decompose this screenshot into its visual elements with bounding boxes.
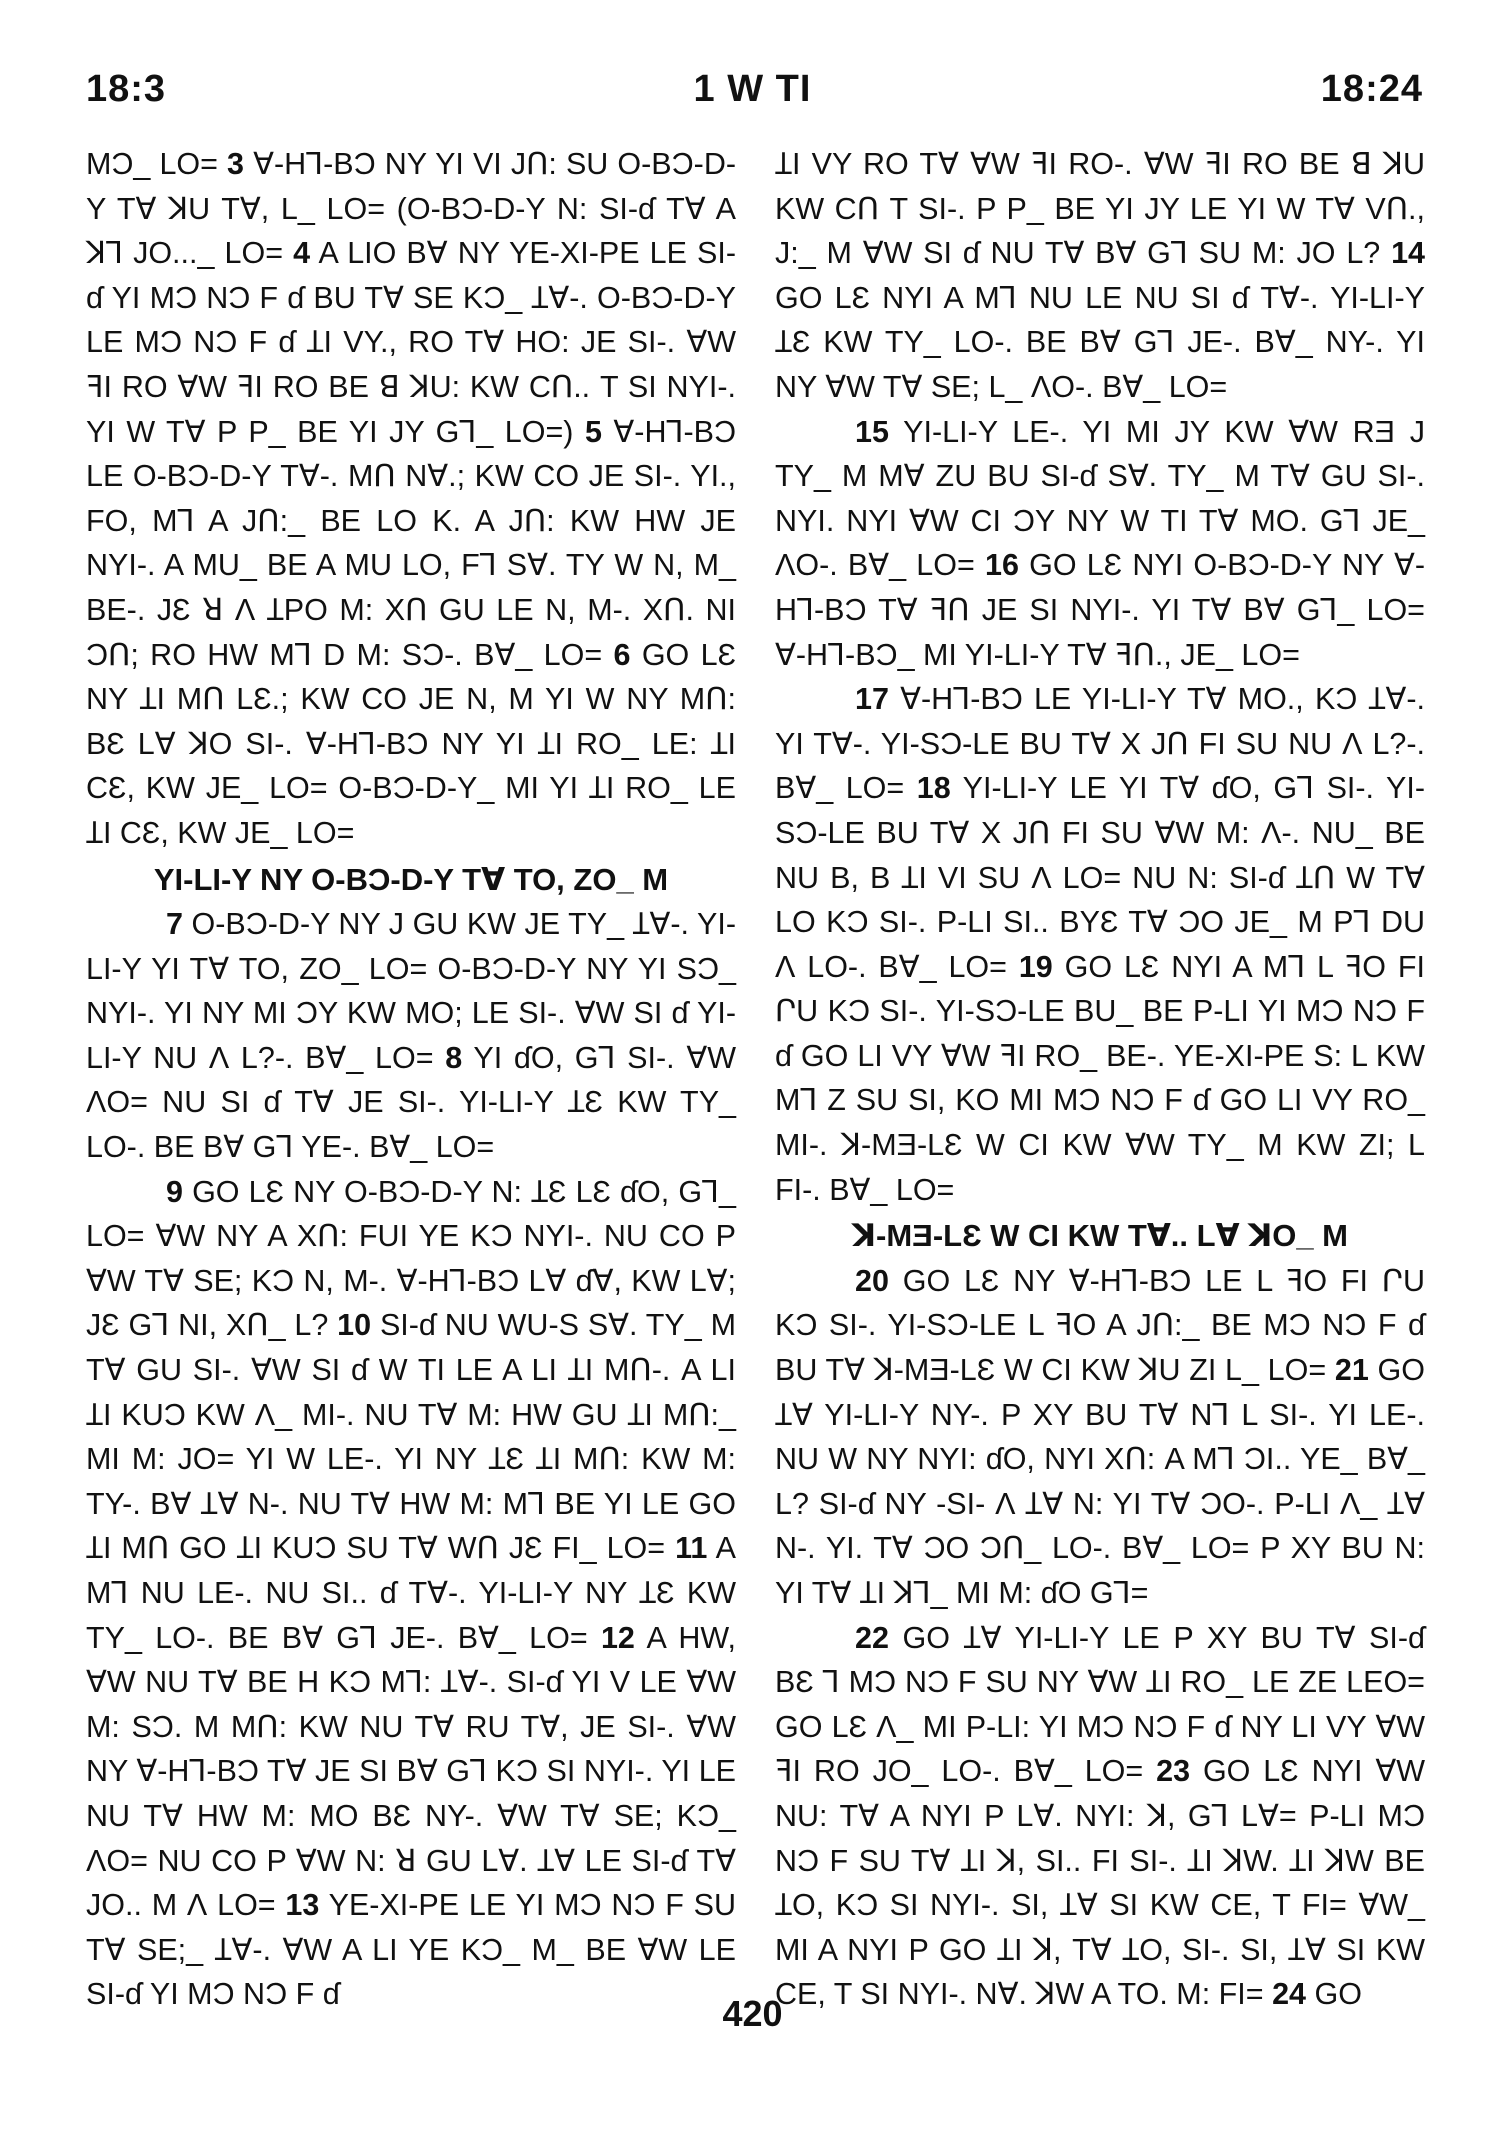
chapter-verse-start: 18:3	[86, 68, 167, 110]
paragraph: ꞱI VY RO TⱯ ⱯW ꟻI RO-. ⱯW ꟻI RO BE ꓭ ꓘU KW CՈ T SI-. P P_ BE YI JY LE YI W TⱯ VՈ., J:_ M ⱯW SI ɗ NU TⱯ BⱯ GꞀ SU M: JO L? 14 GO LƐ NYI A MꞀ NU LE NU SI ɗ TⱯ-. YI-LI-Y ꞱƐ KW TY_ LO-. BE BⱯ GꞀ JE-. BⱯ_ NY-. YI NY ⱯW TⱯ SE; L_ ɅO-. BⱯ_ LO=	[775, 147, 1425, 404]
verse-number: 13	[285, 1888, 320, 1923]
chapter-verse-end: 18:24	[1320, 68, 1423, 110]
left-column	[86, 142, 736, 2017]
verse-number: 9	[166, 1174, 183, 1209]
verse-number: 15	[855, 414, 889, 449]
verse-number: 10	[337, 1308, 372, 1343]
section-heading: YI-LI-Y NY O-BƆ-D-Y TⱯ TO, ZO_ M	[153, 861, 669, 897]
paragraph: 22 GO ꞱⱯ YI-LI-Y LE P XY BU TⱯ SI-ɗ BƐ Ꞁ MƆ NƆ F SU NY ⱯW ꞱI RO_ LE ZE LEO= GO LƐ Ʌ_ MI P-LI: YI MƆ NƆ F ɗ NY LI VY ⱯW ꟻI RO JO_ LO-. BⱯ_ LO= 23 GO LƐ NYI ⱯW NU: TⱯ A NYI P LⱯ. NYI: ꓘ, GꞀ LⱯ= P-LI MƆ NƆ F SU TⱯ ꞱI ꓘ, SI.. FI SI-. ꞱI ꓘW. ꞱI ꓘW BE ꞱO, KƆ SI NYI-. SI, ꞱⱯ SI KW CE, T FI= ⱯW_ MI A NYI P GO ꞱI ꓘ, TⱯ ꞱO, SI-. SI, ꞱⱯ SI KW CE, T SI NYI-. NⱯ. ꓘW A TO. M: FI= 24 GO	[775, 1620, 1425, 2012]
verse-number: 14	[1391, 236, 1425, 271]
verse-number: 23	[1156, 1754, 1191, 1789]
verse-number: 7	[166, 907, 183, 942]
paragraph: MƆ_ LO= 3 Ɐ-HꞀ-BƆ NY YI VI JՈ: SU O-BƆ-D-Y TⱯ ꓘU TⱯ, L_ LO= (O-BƆ-D-Y N: SI-ɗ TⱯ A ꓘꞀ JO..._ LO= 4 A LIO BⱯ NY YE-XI-PE LE SI-ɗ YI MƆ NƆ F ɗ BU TⱯ SE KƆ_ ꞱⱯ-. O-BƆ-D-Y LE MƆ NƆ F ɗ ꞱI VY., RO TⱯ HO: JE SI-. ⱯW ꟻI RO ⱯW ꟻI RO BE ꓭ ꓘU: KW CՈ.. T SI NYI-. YI W TⱯ P P_ BE YI JY GꞀ_ LO=) 5 Ɐ-HꞀ-BƆ LE O-BƆ-D-Y TⱯ-. MՈ NⱯ.; KW CO JE SI-. YI., FO, MꞀ A JՈ:_ BE LO K. A JՈ: KW HW JE NYI-. A MU_ BE A MU LO, FꞀ SⱯ. TY W N, M_ BE-. JƐ ꓤ Ʌ ꞱPO M: XՈ GU LE N, M-. XՈ. NI ƆՈ; RO HW MꞀ D M: SƆ-. BⱯ_ LO= 6 GO LƐ NY ꞱI MՈ LƐ.; KW CO JE N, M YI W NY MՈ: BƐ LⱯ ꓘO SI-. Ɐ-HꞀ-BƆ NY YI ꞱI RO_ LE: ꞱI CƐ, KW JE_ LO= O-BƆ-D-Y_ MI YI ꞱI RO_ LE ꞱI CƐ, KW JE_ LO=	[86, 147, 737, 850]
verse-number: 4	[293, 236, 311, 271]
page-number: 420	[722, 1993, 783, 2034]
book-title: 1 W TI	[693, 68, 812, 110]
section-heading: ꓘ-MƎ-LƐ W CI KW TⱯ.. LⱯ ꓘO_ M	[852, 1218, 1348, 1254]
paragraph: 17 Ɐ-HꞀ-BƆ LE YI-LI-Y TⱯ MO., KƆ ꞱⱯ-. YI TⱯ-. YI-SƆ-LE BU TⱯ X JՈ FI SU NU Ʌ L?-. BⱯ_ LO= 18 YI-LI-Y LE YI TⱯ ɗO, GꞀ SI-. YI-SƆ-LE BU TⱯ X JՈ FI SU ⱯW M: Ʌ-. NU_ BE NU B, B ꞱI VI SU Ʌ LO= NU N: SI-ɗ ꞱՈ W TⱯ LO KƆ SI-. P-LI SI.. BYƐ TⱯ ƆO JE_ M PꞀ DU Ʌ LO-. BⱯ_ LO= 19 GO LƐ NYI A MꞀ L ꟻO FI ՐU KƆ SI-. YI-SƆ-LE BU_ BE P-LI YI MƆ NƆ F ɗ GO LI VY ⱯW ꟻI RO_ BE-. YE-XI-PE S: L KW MꞀ Z SU SI, KO MI MƆ NƆ F ɗ GO LI VY RO_ MI-. ꓘ-MƎ-LƐ W CI KW ⱯW TY_ M KW ZI; L FI-. BⱯ_ LO=	[775, 682, 1425, 1207]
verse-number: 24	[1272, 1977, 1306, 2012]
verse-number: 12	[600, 1620, 635, 1655]
verse-number: 22	[855, 1620, 889, 1655]
verse-number: 21	[1334, 1353, 1369, 1388]
verse-number: 5	[584, 414, 602, 449]
verse-number: 16	[984, 548, 1019, 583]
verse-number: 18	[916, 771, 951, 806]
verse-number: 6	[613, 637, 631, 672]
verse-number: 3	[227, 147, 245, 181]
verse-number: 11	[675, 1531, 708, 1566]
verse-number: 19	[1018, 949, 1053, 984]
paragraph: 15 YI-LI-Y LE-. YI MI JY KW ⱯW RƎ J TY_ M MⱯ ZU BU SI-ɗ SⱯ. TY_ M TⱯ GU SI-. NYI. NYI ⱯW CI ƆY NY W TI TⱯ MO. GꞀ JE_ ɅO-. BⱯ_ LO= 16 GO LƐ NYI O-BƆ-D-Y NY Ɐ-HꞀ-BƆ TⱯ ꟻՈ JE SI NYI-. YI TⱯ BⱯ GꞀ_ LO= Ɐ-HꞀ-BƆ_ MI YI-LI-Y TⱯ ꟻՈ., JE_ LO=	[775, 414, 1425, 672]
paragraph: 20 GO LƐ NY Ɐ-HꞀ-BƆ LE L ꟻO FI ՐU KƆ SI-. YI-SƆ-LE L ꟻO A JՈ:_ BE MƆ NƆ F ɗ BU TⱯ ꓘ-MƎ-LƐ W CI KW ꓘU ZI L_ LO= 21 GO ꞱⱯ YI-LI-Y NY-. P XY BU TⱯ NꞀ L SI-. YI LE-. NU W NY NYI: ɗO, NYI XՈ: A MꞀ ƆI.. YE_ BⱯ_ L? SI-ɗ NY -SI- Ʌ ꞱⱯ N: YI TⱯ ƆO-. P-LI Ʌ_ ꞱⱯ N-. YI. TⱯ ƆO ƆՈ_ LO-. BⱯ_ LO= P XY BU N: YI TⱯ ꞱI ꓘꞀ_ MI M: ɗO GꞀ=	[775, 1263, 1425, 1610]
right-column	[775, 142, 1425, 2017]
paragraph: 9 GO LƐ NY O-BƆ-D-Y N: ꞱƐ LƐ ɗO, GꞀ_ LO= ⱯW NY A XՈ: FUI YE KƆ NYI-. NU CO P ⱯW TⱯ SE; KƆ N, M-. Ɐ-HꞀ-BƆ LⱯ ɗⱯ, KW LⱯ; JƐ GꞀ NI, XՈ_ L? 10 SI-ɗ NU WU-S SⱯ. TY_ M TⱯ GU SI-. ⱯW SI ɗ W TI LE A LI ꞱI MՈ-. A LI ꞱI KUƆ KW Ʌ_ MI-. NU TⱯ M: HW GU ꞱI MՈ:_ MI M: JO= YI W LE-. YI NY ꞱƐ ꞱI MՈ: KW M: TY-. BⱯ ꞱⱯ N-. NU TⱯ HW M: MꞀ BE YI LE GO ꞱI MՈ GO ꞱI KUƆ SU TⱯ WՈ JƐ FI_ LO= 11 A MꞀ NU LE-. NU SI.. ɗ TⱯ-. YI-LI-Y NY ꞱƐ KW TY_ LO-. BE BⱯ GꞀ JE-. BⱯ_ LO= 12 A HW, ⱯW NU TⱯ BE H KƆ MꞀ: ꞱⱯ-. SI-ɗ YI V LE ⱯW M: SƆ. M MՈ: KW NU TⱯ RU TⱯ, JE SI-. ⱯW NY Ɐ-HꞀ-BƆ TⱯ JE SI BⱯ GꞀ KƆ SI NYI-. YI LE NU TⱯ HW M: MO BƐ NY-. ⱯW TⱯ SE; KƆ_ ɅO= NU CO P ⱯW N: ꓤ GU LⱯ. ꞱⱯ LE SI-ɗ TⱯ JO.. M Ʌ LO= 13 YE-XI-PE LE YI MƆ NƆ F SU TⱯ SE;_ ꞱⱯ-. ⱯW A LI YE KƆ_ M_ BE ⱯW LE SI-ɗ YI MƆ NƆ F ɗ	[86, 1174, 737, 2012]
verse-number: 8	[445, 1040, 463, 1075]
paragraph: 7 O-BƆ-D-Y NY J GU KW JE TY_ ꞱⱯ-. YI-LI-Y YI TⱯ TO, ZO_ LO= O-BƆ-D-Y NY YI SƆ_ NYI-. YI NY MI ƆY KW MO; LE SI-. ⱯW SI ɗ YI-LI-Y NU Ʌ L?-. BⱯ_ LO= 8 YI ɗO, GꞀ SI-. ⱯW ɅO= NU SI ɗ TⱯ JE SI-. YI-LI-Y ꞱƐ KW TY_ LO-. BE BⱯ GꞀ YE-. BⱯ_ LO=	[86, 907, 736, 1165]
verse-number: 20	[855, 1263, 889, 1298]
verse-number: 17	[855, 682, 889, 717]
